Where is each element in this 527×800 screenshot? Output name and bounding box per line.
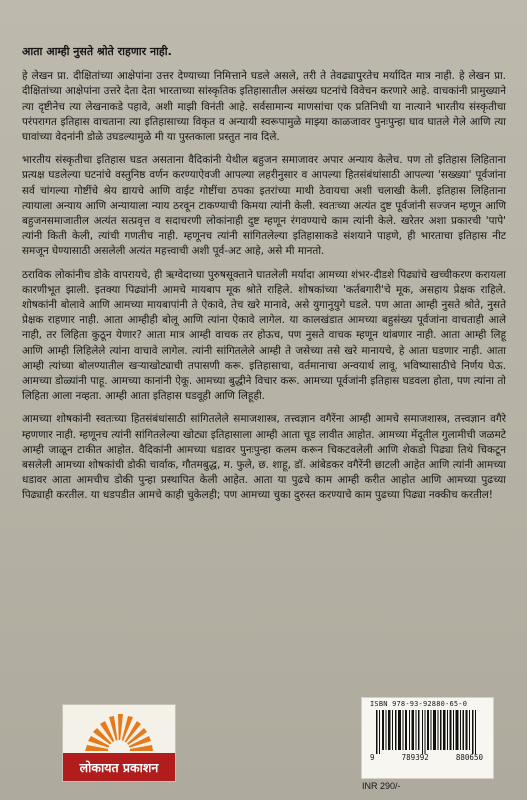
- headline: आता आम्ही नुसते श्रोते राहणार नाही.: [22, 45, 172, 58]
- paragraph: हे लेखन प्रा. दीक्षितांच्या आक्षेपांना उत्तर देण्याच्या निमित्ताने घडले असले, तरी ते तेवढ्यापुरतेच मर्यादित मात्र नाही. हे लेखन प्रा. दीक्षितांच्या आक्षेपांना उत्तरे देता देता भारताच्या सांस्कृतिक इतिहासातील असंख्य घटनांचे विवेचन करणारे आहे. वाचकांनी प्रामुख्याने त्या दृष्टीनेच त्या लेखनाकडे पहावे, अशी माझी विनंती आहे. सर्वसामान्य माणसांचा एक प्रतिनिधी या नात्याने भारतीय संस्कृतीचा परंपरागत इतिहास वाचताना त्या इतिहासाच्या विकृत व अन्यायी स्वरूपामुळे माझ्या काळजावर पुनःपुन्हा घाव घातले गेले आणि त्या घावांच्या वेदनांनी डोळे उघडल्यामुळे मी या पुस्तकाला प्रस्तुत नाव दिले.: [22, 70, 506, 144]
- barcode-digits: [370, 753, 483, 762]
- barcode-digit-group: 9: [370, 753, 375, 762]
- price-label: INR 290/-: [362, 781, 401, 791]
- barcode-icon: [370, 710, 484, 754]
- barcode-digit-group: 789392: [401, 753, 429, 762]
- blurb-text: [22, 44, 506, 512]
- barcode-panel: [361, 697, 494, 779]
- paragraph: ठराविक लोकांनीच डोके वापरायचे, ही ऋग्वेदाच्या पुरुषसूक्ताने घातलेली मर्यादा आमच्या शंभर-दीडशे पिढ्यांचे खच्चीकरण करायला कारणीभूत झाली. इतक्या पिढ्यांनी आमचे मायबाप मूक श्रोते राहिले. शोषकांच्या 'कर्तबगारी'चे मूक, असहाय प्रेक्षक राहिले. शोषकांनी बोलावे आणि आमच्या मायबापांनी ते ऐकावे, तेच खरे मानावे, असे युगानुयुगे घडले. पण आता आम्ही नुसते श्रोते, नुसते प्रेक्षक राहणार नाही. आता आम्हीही बोलू आणि त्यांना ऐकावे लागेल. या कालखंडात आमच्या बहुसंख्य पूर्वजांना वाचताही आले नाही, तर लिहिता कुठून येणार? आता मात्र आम्ही वाचक तर होऊच, पण नुसते वाचक म्हणून थांबणार नाही. आता आम्ही लिहू आणि आम्ही लिहिलेले त्यांना वाचावे लागेल. त्यांनी सांगितलेले आम्ही ते जसेच्या तसे खरे मानायचे, हे आता घडणार नाही. आता आम्ही त्यांच्या बोलण्यातील खऱ्याखोट्याची तपासणी करू. इतिहासाचा, वर्तमानाचा अन्वयार्थ लावू. भविष्यासाठीचे निर्णय घेऊ. आमच्या डोळ्यांनी पाहू. आमच्या कानांनी ऐकू. आमच्या बुद्धीने विचार करू. आमच्या पूर्वजांनी इतिहास घडवला होता, पण त्यांना तो लिहिता आला नव्हता. आम्ही आता इतिहास घडवूही आणि लिहूही.: [22, 268, 506, 403]
- paragraph: भारतीय संस्कृतीचा इतिहास घडत असताना वैदिकांनी येथील बहुजन समाजावर अपार अन्याय केलेच. पण तो इतिहास लिहिताना प्रत्यक्ष घडलेल्या घटनांचे वस्तुनिष्ठ वर्णन करण्याऐवजी आपल्या लहरीनुसार व आपल्या हितसंबंधांसाठी आपल्या 'सख्ख्या' पूर्वजांना सर्व चांगल्या गोष्टींचे श्रेय द्यायचे आणि वाईट गोष्टींचा ठपका इतरांच्या माथी ठेवायचा अशी चलाखी केली. इतिहास लिहिताना त्यायाला अन्याय आणि अन्यायाला न्याय ठरवून टाकण्याची किमया त्यांनी केली. स्वतःच्या अत्यंत दुष्ट पूर्वजांनी सज्जन म्हणून आणि बहुजनसमाजातील अत्यंत सत्प्रवृत्त व सदाचरणी लोकांनाही दुष्ट म्हणून रंगवण्याचे काम त्यांनी केले. खरेतर अशा प्रकारची 'पापे' त्यांनी किती केली, त्यांची गणतीच नाही. म्हणूनच त्यांनी सांगितलेल्या इतिहासाकडे संशयाने पाहणे, ही भारताचा इतिहास नीट समजून घेण्यासाठी असलेली अत्यंत महत्त्वाची अशी पूर्व-अट आहे, असे मी मानतो.: [22, 154, 506, 258]
- barcode-digit-group: 880650: [455, 753, 483, 762]
- paragraph: आमच्या शोषकांनी स्वतःच्या हितसंबंधांसाठी सांगितलेले समाजशास्त्र, तत्त्वज्ञान वगैरेंना आम्ही आमचे समाजशास्त्र, तत्त्वज्ञान वगैरे म्हणणार नाही. म्हणूनच त्यांनी सांगितलेल्या खोट्या इतिहासाला आम्ही आता चूड लावीत आहोत. आमच्या मेंदूतील गुलामीची जळमटे आम्ही जाळून टाकीत आहोत. वैदिकांनी आमच्या धडावर पुनःपुन्हा कलम करून चिकटवलेली आणि शेकडो पिढ्या तिथे चिकटून बसलेली आमच्या शोषकांची डोकी चार्वाक, गौतमबुद्ध, म. फुले, छ. शाहू, डॉ. आंबेडकर वगैरेंनी छाटली आहेत आणि त्यांनी आमच्या धडावर आता आमचीच डोकी पुन्हा प्रस्थापित केली आहेत. आता या पुढचे काम आम्ही करीत आहोत आणि आमच्या पुढच्या पिढ्याही करतील. या धडपडीत आमचे काही चुकेलही; पण आमच्या चुका दुरुस्त करण्याचे काम पुढच्या पिढ्या नक्कीच करतील!: [22, 413, 506, 502]
- sun-rays-icon: [81, 711, 157, 751]
- publisher-name: लोकायत प्रकाशन: [63, 753, 175, 781]
- publisher-logo: [62, 704, 176, 782]
- isbn-label: ISBN 978-93-92880-65-0: [370, 700, 468, 708]
